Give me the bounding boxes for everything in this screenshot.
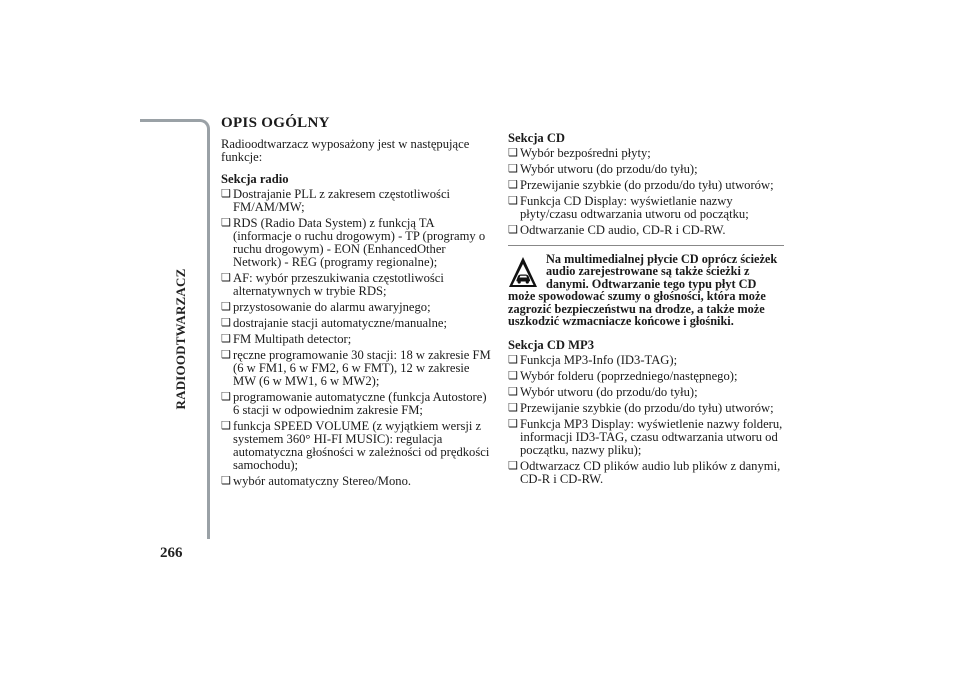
list-item-text: FM Multipath detector; [233,332,352,346]
list-item-text: Wybór utworu (do przodu/do tyłu); [520,385,698,400]
section-title: RADIOODTWARZACZ [173,268,188,410]
ballot-box-icon: ❑ [221,420,231,432]
radio-feature-list [221,188,493,488]
ballot-box-icon: ❑ [221,188,231,200]
list-item [508,418,784,457]
list-item-text: Funkcja CD Display: wyświetlanie nazwy płyty/czasu odtwarzania utworu od początku; [520,194,749,221]
page-number: 266 [160,545,183,561]
cd-section-heading: Sekcja CD [508,131,566,145]
list-item-text: dostrajanie stacji automatyczne/manualne; [233,316,448,330]
ballot-box-icon: ❑ [508,224,518,236]
list-item-text: Przewijanie szybkie (do przodu/do tyłu) utworów; [520,401,774,416]
ballot-box-icon: ❑ [508,147,518,159]
list-item [221,217,493,269]
warning-text: Na multimedialnej płycie CD oprócz ścieżek audio zarejestrowane są także ścieżki z danymi. Odtwarzanie tego typu płyt CD może spowodować szumy o głośności, która może zagrozić bezpieczeństwu na drodze, a także może uszkodzić wzmacniacze końcowe i głośniki. [508,252,778,329]
list-item [508,402,784,415]
list-item [221,349,493,388]
list-item-text: ręczne programowanie 30 stacji: 18 w zakresie FM (6 w FM1, 6 w FM2, 6 w FMT), 12 w zakresie MW (6 w MW1, 6 w MW2); [233,348,491,388]
ballot-box-icon: ❑ [508,460,518,473]
warning-box [508,245,784,327]
intro-paragraph: Radioodtwarzacz wyposażony jest w następujące funkcje: [221,137,470,164]
cd-feature-list [508,147,784,237]
list-item [508,224,784,237]
list-item [221,317,493,330]
ballot-box-icon: ❑ [221,301,231,313]
list-item [221,301,493,314]
list-item [508,147,784,160]
ballot-box-icon: ❑ [508,195,518,207]
ballot-box-icon: ❑ [508,179,518,191]
ballot-box-icon: ❑ [508,386,518,399]
list-item-text: RDS (Radio Data System) z funkcją TA (informacje o ruchu drogowym) - TP (programy o ruchu drogowym) - EON (EnhancedOther Network) - REG (programy regionalne); [233,216,486,269]
list-item-text: funkcja SPEED VOLUME (z wyjątkiem wersji z systemem 360° HI-FI MUSIC): regulacja automatyczna głośności w zależności od prędkości samochodu); [233,419,490,472]
ballot-box-icon: ❑ [221,349,231,361]
list-item [508,370,784,383]
list-item [221,420,493,472]
list-item-text: wybór automatyczny Stereo/Mono. [233,474,412,488]
ballot-box-icon: ❑ [221,391,231,403]
list-item-text: przystosowanie do alarmu awaryjnego; [233,300,431,314]
list-item-text: Wybór utworu (do przodu/do tyłu); [520,162,698,176]
list-item [508,386,784,399]
mp3-section-heading: Sekcja CD MP3 [508,338,595,353]
list-item [508,354,784,367]
ballot-box-icon: ❑ [221,475,231,487]
ballot-box-icon: ❑ [221,333,231,345]
list-item-text: Odtwarzacz CD plików audio lub plików z danymi, CD-R i CD-RW. [520,459,781,487]
list-item [221,391,493,417]
list-item-text: Wybór folderu (poprzedniego/następnego); [520,369,738,384]
left-column [221,117,493,491]
ballot-box-icon: ❑ [508,418,518,431]
list-item-text: Wybór bezpośredni płyty; [520,146,651,160]
list-item-text: Odtwarzanie CD audio, CD-R i CD-RW. [520,223,726,237]
list-item [221,188,493,214]
ballot-box-icon: ❑ [508,370,518,383]
list-item-text: Funkcja MP3-Info (ID3-TAG); [520,353,678,368]
ballot-box-icon: ❑ [508,402,518,415]
list-item [508,163,784,176]
right-column [508,132,784,489]
list-item [221,475,493,488]
ballot-box-icon: ❑ [221,317,231,329]
mp3-feature-list [508,354,784,486]
ballot-box-icon: ❑ [508,354,518,367]
list-item-text: Funkcja MP3 Display: wyświetlenie nazwy folderu, informacji ID3-TAG, czasu odtwarzania utworu od początku, nazwy pliku); [520,417,783,458]
list-item-text: Dostrajanie PLL z zakresem częstotliwości FM/AM/MW; [233,187,451,214]
list-item [508,195,784,221]
list-item [221,333,493,346]
list-item-text: programowanie automatyczne (funkcja Autostore) 6 stacji w odpowiednim zakresie FM; [233,390,487,417]
list-item-text: AF: wybór przeszukiwania częstotliwości alternatywnych w trybie RDS; [233,271,444,298]
ballot-box-icon: ❑ [221,217,231,229]
list-item-text: Przewijanie szybkie (do przodu/do tyłu) utworów; [520,178,774,192]
list-item [508,179,784,192]
list-item [221,272,493,298]
list-item [508,460,784,486]
warning-triangle-car-icon [508,256,538,288]
radio-section-heading: Sekcja radio [221,172,289,186]
ballot-box-icon: ❑ [221,272,231,284]
ballot-box-icon: ❑ [508,163,518,175]
page-heading: OPIS OGÓLNY [221,115,330,131]
